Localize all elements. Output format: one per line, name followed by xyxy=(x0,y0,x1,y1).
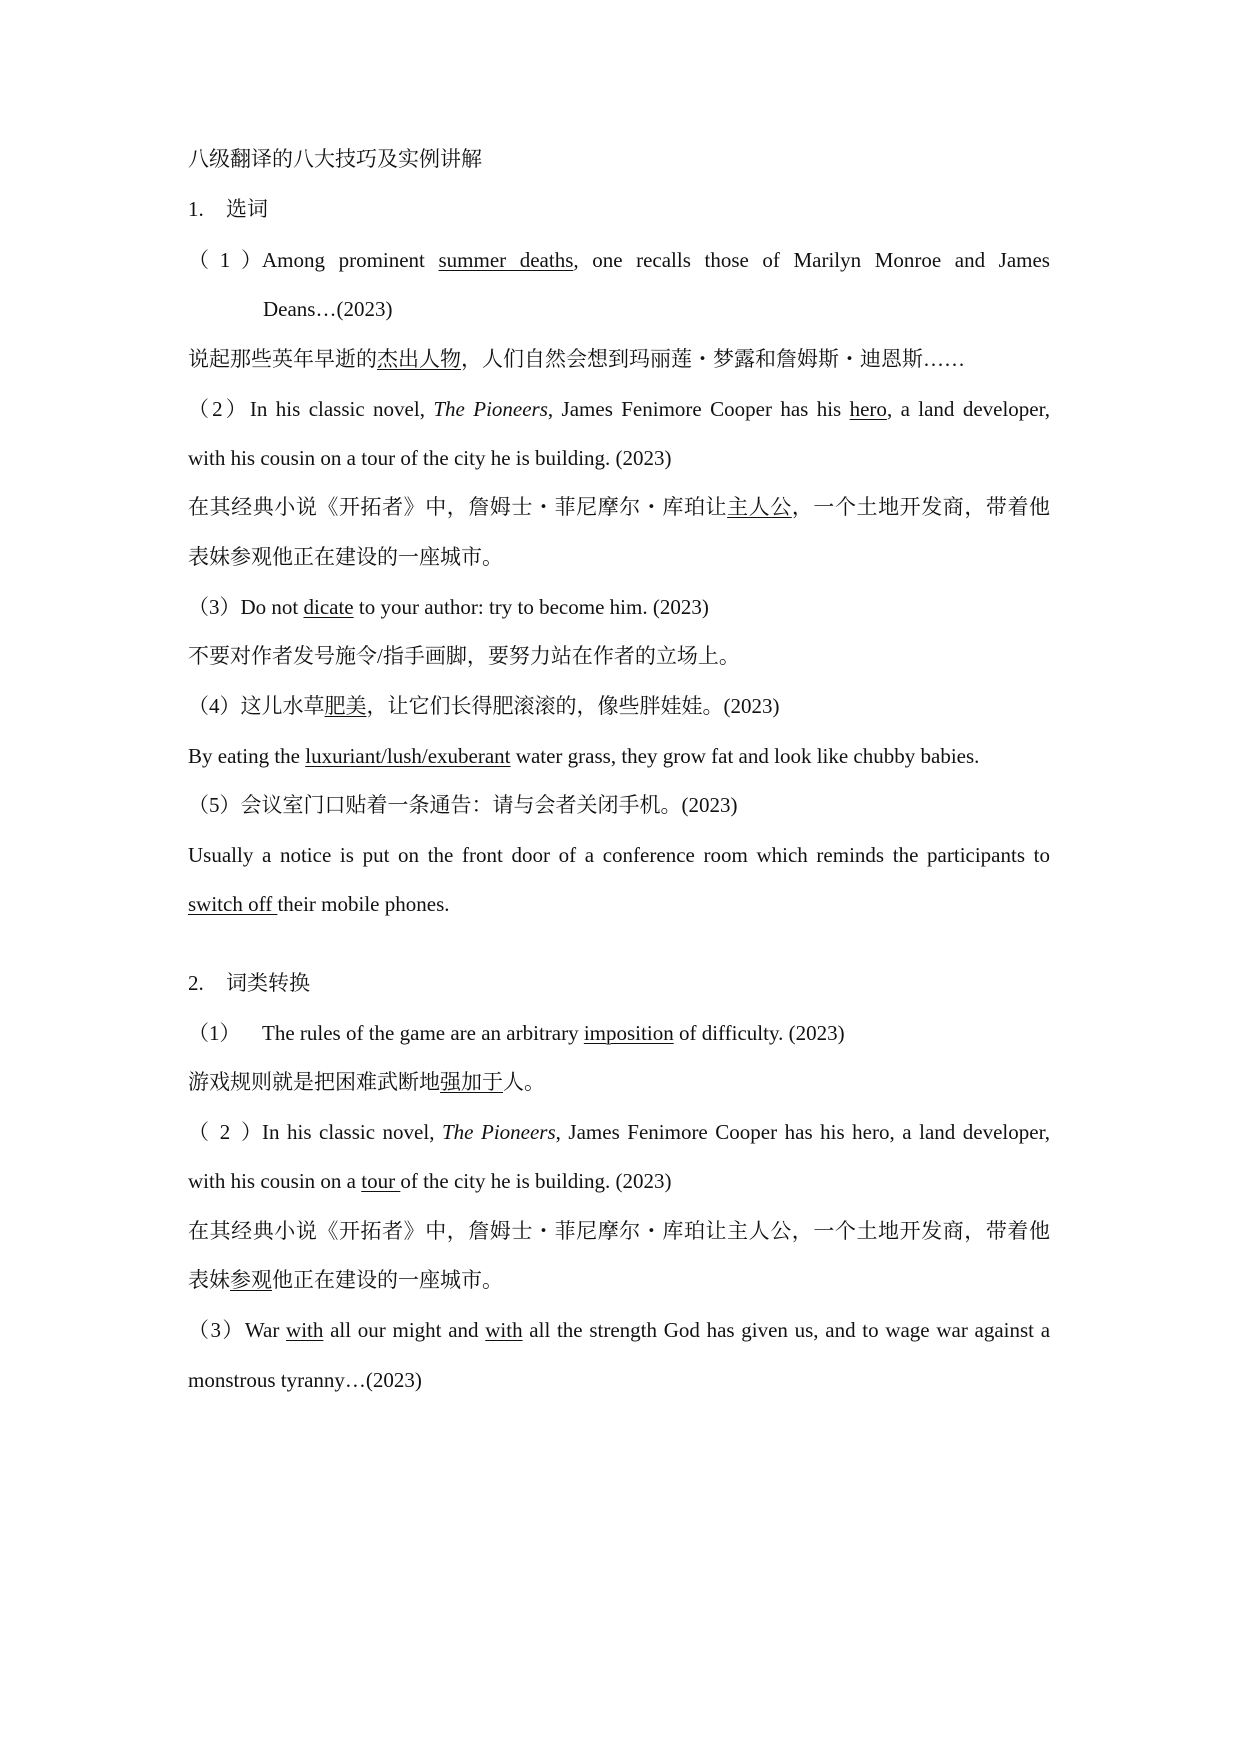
s1-ex2-zh xyxy=(188,494,1050,520)
s1-ex2-en xyxy=(188,396,1050,422)
underlined-term: 参观 xyxy=(230,1268,272,1292)
text: with his cousin on a tour of the city he is building. (2023) xyxy=(188,446,672,470)
s2-ex3-en xyxy=(188,1317,1050,1343)
text: Deans…(2023) xyxy=(263,297,393,321)
underlined-term: summer deaths xyxy=(438,248,574,272)
s1-ex1-en-cont xyxy=(263,296,1050,322)
example-label: （3） xyxy=(188,1318,245,1342)
s1-ex3-en xyxy=(188,594,1050,620)
book-title: The Pioneers xyxy=(433,397,548,421)
text: ，一个土地开发商，带着他 xyxy=(791,495,1051,519)
text: 表妹参观他正在建设的一座城市。 xyxy=(188,545,503,569)
text: with his cousin on a xyxy=(188,1169,362,1193)
underlined-term: hero xyxy=(849,397,887,421)
text: The rules of the game are an arbitrary xyxy=(262,1021,584,1045)
text: 人。 xyxy=(503,1070,545,1094)
text: 说起那些英年早逝的 xyxy=(188,347,377,371)
underlined-term: luxuriant/lush/exuberant xyxy=(305,744,511,768)
text: all our might and xyxy=(323,1318,486,1342)
text: Usually a notice is put on the front door of a conference room which reminds the participants to xyxy=(188,843,1050,867)
example-label: （5） xyxy=(188,793,241,817)
text: 会议室门口贴着一条通告：请与会者关闭手机。(2023) xyxy=(240,793,738,817)
text: War xyxy=(244,1318,287,1342)
text: water grass, they grow fat and look like chubby babies. xyxy=(510,744,980,768)
s1-ex2-zh-cont xyxy=(188,544,1050,570)
example-label: （2） xyxy=(188,397,250,421)
s2-ex2-en xyxy=(188,1119,1050,1145)
example-label: （1） xyxy=(188,1021,241,1045)
text: 表妹 xyxy=(188,1268,230,1292)
text: of difficulty. (2023) xyxy=(673,1021,845,1045)
book-title: The Pioneers xyxy=(441,1120,556,1144)
text: 这儿水草 xyxy=(240,694,325,718)
underlined-term: switch off xyxy=(188,892,278,916)
text: In his classic novel, xyxy=(262,1120,442,1144)
s1-ex1-en xyxy=(188,247,1050,273)
s1-ex4-zh xyxy=(188,693,1050,719)
text: 游戏规则就是把困难武断地 xyxy=(188,1070,440,1094)
example-label: （1） xyxy=(188,248,262,272)
s2-ex2-zh xyxy=(188,1218,1050,1244)
underlined-term: with xyxy=(286,1318,324,1342)
underlined-term: 杰出人物 xyxy=(377,347,461,371)
text: , one recalls those of Marilyn Monroe and James xyxy=(573,248,1050,272)
text: Among prominent xyxy=(262,248,439,272)
text: monstrous tyranny…(2023) xyxy=(188,1368,422,1392)
text: their mobile phones. xyxy=(277,892,450,916)
section-number: 2. xyxy=(188,971,204,995)
s1-ex5-en-cont xyxy=(188,891,1050,917)
s2-ex2-zh-cont xyxy=(188,1267,1050,1293)
text: ，人们自然会想到玛丽莲・梦露和詹姆斯・迪恩斯…… xyxy=(461,347,965,371)
s1-ex5-en xyxy=(188,842,1050,868)
underlined-term: imposition xyxy=(583,1021,674,1045)
text: , James Fenimore Cooper has his hero, a land developer, xyxy=(555,1120,1050,1144)
text: all the strength God has given us, and to wage war against a xyxy=(522,1318,1051,1342)
text: 在其经典小说《开拓者》中，詹姆士・菲尼摩尔・库珀让主人公，一个土地开发商，带着他 xyxy=(188,1219,1050,1243)
text: to your author: try to become him. (2023) xyxy=(353,595,709,619)
underlined-term: tour xyxy=(361,1169,401,1193)
section-title: 词类转换 xyxy=(226,971,310,995)
underlined-term: dicate xyxy=(303,595,354,619)
underlined-term: 主人公 xyxy=(727,495,792,519)
text: 不要对作者发号施令/指手画脚，要努力站在作者的立场上。 xyxy=(188,644,740,668)
s1-ex4-en xyxy=(188,743,1050,769)
s2-ex1-en xyxy=(188,1020,1050,1046)
example-label: （4） xyxy=(188,694,241,718)
s1-ex2-en-cont xyxy=(188,445,1050,471)
s1-ex3-zh xyxy=(188,643,1050,669)
section-2-heading xyxy=(188,970,1050,996)
example-label: （3） xyxy=(188,595,241,619)
text: By eating the xyxy=(188,744,306,768)
section-1-heading xyxy=(188,196,1050,222)
underlined-term: with xyxy=(485,1318,523,1342)
document-title xyxy=(188,146,1050,172)
text: , James Fenimore Cooper has his xyxy=(547,397,850,421)
example-label: （2） xyxy=(188,1120,262,1144)
s2-ex1-zh xyxy=(188,1069,1050,1095)
s2-ex2-en-cont xyxy=(188,1168,1050,1194)
text: 他正在建设的一座城市。 xyxy=(272,1268,503,1292)
underlined-term: 强加于 xyxy=(440,1070,503,1094)
text: of the city he is building. (2023) xyxy=(400,1169,672,1193)
text: 在其经典小说《开拓者》中，詹姆士・菲尼摩尔・库珀让 xyxy=(188,495,728,519)
underlined-term: 肥美 xyxy=(324,694,367,718)
s2-ex3-en-cont xyxy=(188,1367,1050,1393)
text: Do not xyxy=(240,595,304,619)
section-number: 1. xyxy=(188,197,204,221)
section-title: 选词 xyxy=(226,197,268,221)
text: ，让它们长得肥滚滚的，像些胖娃娃。(2023) xyxy=(366,694,780,718)
title-text: 八级翻译的八大技巧及实例讲解 xyxy=(188,147,482,171)
s1-ex1-zh xyxy=(188,346,1050,372)
text: , a land developer, xyxy=(886,397,1051,421)
s1-ex5-zh xyxy=(188,792,1050,818)
text: In his classic novel, xyxy=(249,397,434,421)
